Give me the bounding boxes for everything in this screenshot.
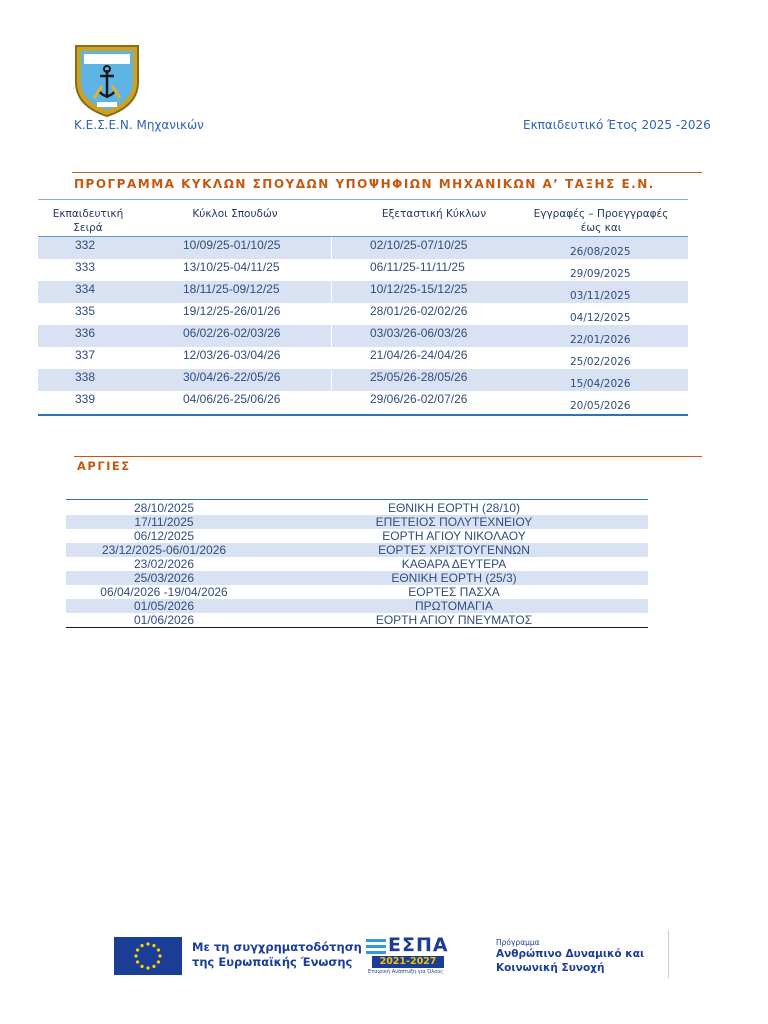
table-row (38, 237, 688, 259)
table-row (38, 281, 688, 303)
holiday-row (66, 571, 648, 585)
school-name: Κ.Ε.Σ.Ε.Ν. Μηχανικών (74, 118, 204, 132)
exam-cell: 28/01/26-02/02/26 (370, 304, 468, 318)
holiday-row (66, 501, 648, 515)
espa-bars-icon (366, 936, 386, 956)
cycle-cell: 12/03/26-03/04/26 (183, 348, 281, 362)
registration-cell: 03/11/2025 (570, 290, 631, 302)
col-header-exam: Εξεταστική Κύκλων (381, 208, 487, 220)
cycle-cell: 30/04/26-22/05/26 (183, 370, 281, 384)
series-cell: 333 (75, 260, 96, 274)
cycle-cell: 10/09/25-01/10/25 (183, 238, 281, 252)
holiday-name: ΕΘΝΙΚΗ ΕΟΡΤΗ (28/10) (387, 501, 521, 515)
section-rule (74, 456, 702, 457)
series-cell: 337 (75, 348, 96, 362)
holiday-date: 28/10/2025 (133, 501, 195, 515)
eu-cofunding-text: Με τη συγχρηματοδότηση της Ευρωπαϊκής Ένωσης (192, 940, 362, 969)
column-divider (331, 259, 332, 281)
series-cell: 338 (75, 370, 96, 384)
col-header-cycle: Κύκλοι Σπουδών (192, 208, 278, 220)
column-divider (331, 369, 332, 391)
exam-cell: 02/10/25-07/10/25 (370, 238, 468, 252)
academic-year: Εκπαιδευτικό Έτος 2025 -2026 (523, 118, 711, 132)
holiday-name: ΕΟΡΤΗ ΑΓΙΟΥ ΠΝΕΥΜΑΤΟΣ (375, 613, 533, 627)
holiday-row (66, 557, 648, 571)
exam-cell: 25/05/26-28/05/26 (370, 370, 468, 384)
holiday-date: 23/12/2025-06/01/2026 (101, 543, 227, 557)
cycle-cell: 18/11/25-09/12/25 (183, 282, 280, 296)
holiday-name: ΕΠΕΤΕΙΟΣ ΠΟΛΥΤΕΧΝΕΙΟΥ (375, 515, 533, 529)
table-top-border (38, 199, 688, 200)
cycle-cell: 06/02/26-02/03/26 (183, 326, 281, 340)
navy-school-crest-logo (72, 42, 142, 118)
holiday-row (66, 543, 648, 557)
holiday-row (66, 529, 648, 543)
registration-cell: 20/05/2026 (570, 400, 631, 412)
table-row (38, 303, 688, 325)
table-row (38, 259, 688, 281)
holiday-date: 25/03/2026 (133, 571, 195, 585)
cycle-cell: 13/10/25-04/11/25 (183, 260, 280, 274)
holiday-row (66, 599, 648, 613)
holiday-name: ΕΟΡΤΗ ΑΓΙΟΥ ΝΙΚΟΛΑΟΥ (382, 529, 526, 543)
exam-cell: 03/03/26-06/03/26 (370, 326, 468, 340)
series-cell: 332 (75, 238, 96, 252)
col-header-series: Εκπαιδευτική Σειρά (52, 208, 124, 234)
series-cell: 335 (75, 304, 96, 318)
holiday-row (66, 515, 648, 529)
series-cell: 334 (75, 282, 96, 296)
column-divider (331, 391, 332, 413)
table-row (38, 369, 688, 391)
series-cell: 339 (75, 392, 96, 406)
holiday-date: 06/12/2025 (133, 529, 195, 543)
courses-table (38, 199, 688, 419)
exam-cell: 29/06/26-02/07/26 (370, 392, 468, 406)
column-divider (331, 303, 332, 325)
registration-cell: 22/01/2026 (570, 334, 631, 346)
column-divider (331, 325, 332, 347)
column-divider (331, 347, 332, 369)
espa-years: 2021-2027 (372, 956, 444, 968)
holiday-date: 23/02/2026 (133, 557, 195, 571)
exam-cell: 06/11/25-11/11/25 (370, 260, 465, 274)
table-row (38, 391, 688, 413)
section-rule (72, 172, 702, 173)
registration-cell: 29/09/2025 (570, 268, 631, 280)
holiday-name: ΕΘΝΙΚΗ ΕΟΡΤΗ (25/3) (391, 571, 517, 585)
program-title: ΠΡΟΓΡΑΜΜΑ ΚΥΚΛΩΝ ΣΠΟΥΔΩΝ ΥΠΟΨΗΦΙΩΝ ΜΗΧΑΝΙΚΩΝ Α’ ΤΑΞΗΣ Ε.Ν. (74, 177, 655, 191)
exam-cell: 21/04/26-24/04/26 (370, 348, 468, 362)
program-name: Πρόγραμμα Ανθρώπινο Δυναμικό και Κοινωνική Συνοχή (496, 938, 645, 974)
series-cell: 336 (75, 326, 96, 340)
holidays-title: ΑΡΓΙΕΣ (77, 459, 131, 473)
registration-cell: 15/04/2026 (570, 378, 631, 390)
column-divider (331, 281, 332, 303)
registration-cell: 26/08/2025 (570, 246, 631, 258)
table-row (38, 325, 688, 347)
table-bottom-border (38, 414, 688, 416)
cycle-cell: 19/12/25-26/01/26 (183, 304, 281, 318)
holidays-bottom-border (66, 627, 648, 628)
holiday-date: 01/05/2026 (133, 599, 195, 613)
holidays-top-border (66, 499, 648, 500)
registration-cell: 04/12/2025 (570, 312, 631, 324)
holiday-row (66, 585, 648, 599)
holiday-date: 06/04/2026 -19/04/2026 (100, 585, 228, 599)
espa-logo: ΕΣΠΑ 2021-2027 Εταιρική Ανάπτυξη για Όλους (368, 934, 449, 975)
registration-cell: 25/02/2026 (570, 356, 631, 368)
holidays-table (66, 499, 648, 629)
holiday-name: ΕΟΡΤΕΣ ΠΑΣΧΑ (408, 585, 500, 599)
holiday-date: 01/06/2026 (133, 613, 195, 627)
table-row (38, 347, 688, 369)
cycle-cell: 04/06/26-25/06/26 (183, 392, 281, 406)
holiday-name: ΕΟΡΤΕΣ ΧΡΙΣΤΟΥΓΕΝΝΩΝ (378, 543, 530, 557)
exam-cell: 10/12/25-15/12/25 (370, 282, 468, 296)
eu-flag-icon (114, 937, 182, 975)
espa-tagline: Εταιρική Ανάπτυξη για Όλους (368, 969, 444, 975)
holiday-row (66, 613, 648, 627)
col-header-registration: Εγγραφές – Προεγγραφές έως και (533, 208, 669, 234)
holiday-name: ΚΑΘΑΡΑ ΔΕΥΤΕΡΑ (401, 557, 507, 571)
holiday-date: 17/11/2025 (134, 515, 194, 529)
column-divider (331, 237, 332, 259)
holiday-name: ΠΡΩΤΟΜΑΓΙΑ (414, 599, 494, 613)
